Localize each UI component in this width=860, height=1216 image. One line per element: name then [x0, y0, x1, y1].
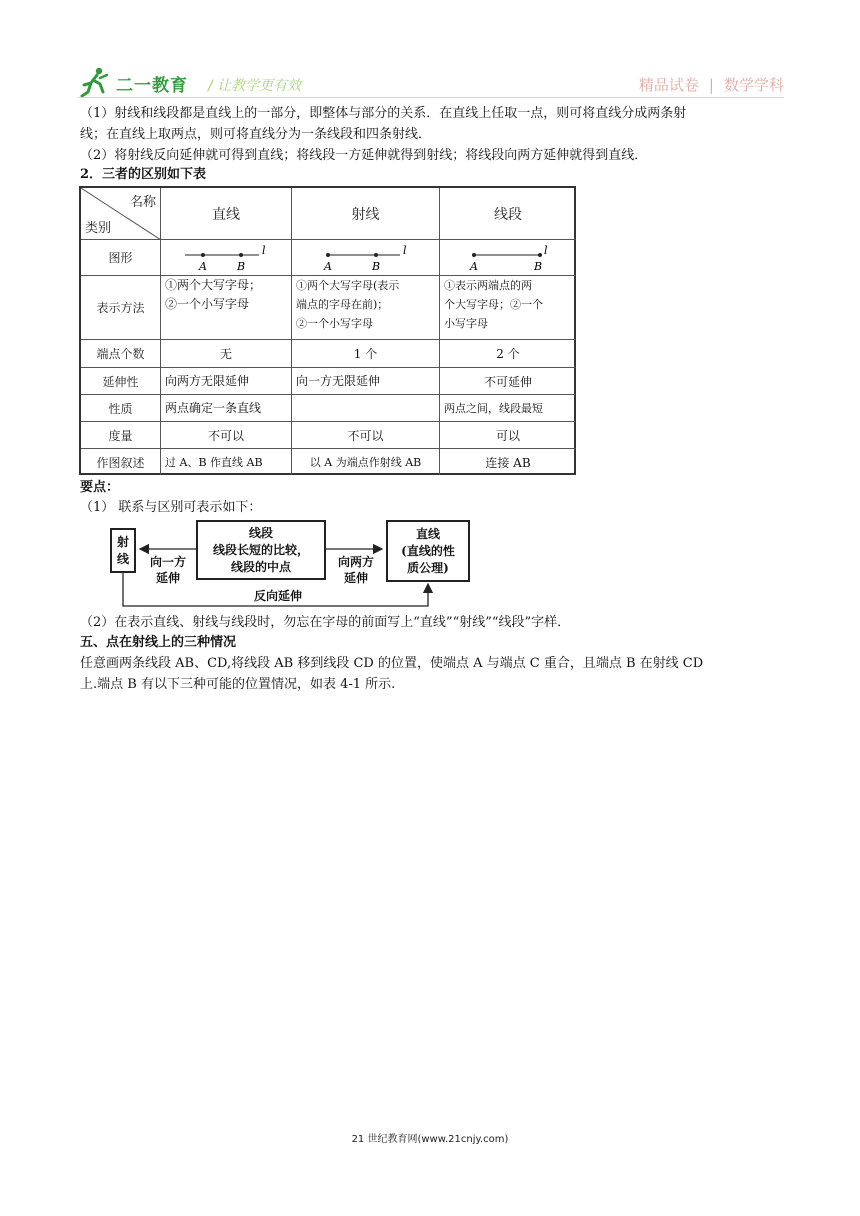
right-arrow-label: [328, 554, 384, 586]
endpoints-ray: 1 个: [292, 340, 440, 368]
row-label-extension: 延伸性: [81, 368, 161, 395]
corner-bottom-label: 类别: [85, 221, 112, 236]
measure-segment: 可以: [440, 422, 576, 449]
notation-segment-1: ①表示两端点的两: [444, 279, 532, 292]
row-label-construct: 作图叙述: [81, 449, 161, 475]
endpoints-segment: 2 个: [440, 340, 576, 368]
header-divider: [78, 97, 784, 98]
line-box-line-3: 质公理): [407, 560, 449, 575]
col-header-segment: 线段: [440, 188, 576, 240]
label-l: l: [403, 243, 407, 257]
row-label-property: 性质: [81, 395, 161, 422]
label-b: B: [237, 259, 246, 273]
notation-line-2: ②一个小写字母: [165, 297, 250, 311]
row-label-notation: 表示方法: [81, 276, 161, 340]
extension-ray: 向一方无限延伸: [292, 368, 440, 395]
extension-segment: 不可延伸: [440, 368, 576, 395]
bottom-arrow-label: 反向延伸: [253, 589, 302, 603]
property-ray: [292, 395, 440, 422]
col-header-line: 直线: [161, 188, 292, 240]
right-arrow-label-2: 延伸: [343, 571, 368, 585]
extension-line: 向两方无限延伸: [161, 368, 292, 395]
row-label-endpoints: 端点个数: [81, 340, 161, 368]
paragraph-2: （2）将射线反向延伸就可得到直线；将线段一方延伸就得到射线；将线段向两方延伸就得到直线．: [80, 148, 648, 163]
keypoints-heading: 要点：: [80, 480, 120, 495]
paragraph-1b: 线；在直线上取两点，则可将直线分为一条线段和四条射线．: [80, 127, 432, 142]
figure-segment: [440, 240, 576, 276]
runner-logo-icon: [80, 66, 110, 98]
comparison-table: [79, 186, 576, 475]
line-box: [386, 520, 470, 582]
logo-text: 二一教育: [116, 76, 188, 96]
label-b: B: [372, 259, 381, 273]
header-tag-a: 精品试卷: [638, 76, 699, 94]
left-arrow-label-1: 向一方: [149, 555, 186, 569]
notation-segment-3: 小写字母: [444, 317, 488, 330]
label-l: l: [544, 243, 548, 257]
label-a: A: [199, 259, 207, 273]
section-heading-5: 五、点在射线上的三种情况: [80, 635, 237, 650]
label-b: B: [534, 259, 543, 273]
segment-box-line-3: 线段的中点: [230, 559, 291, 574]
paragraph-5a: 任意画两条线段 AB、CD,将线段 AB 移到线段 CD 的位置，使端点 A 与端点 C 重合，且端点 B 在射线 CD: [80, 656, 704, 671]
property-line: 两点确定一条直线: [161, 395, 292, 422]
notation-ray-1: ①两个大写字母(表示: [296, 279, 400, 292]
figure-ray: [292, 240, 440, 276]
segment-box-line-1: 线段: [248, 525, 273, 540]
measure-line: 不可以: [161, 422, 292, 449]
notation-line-1: ①两个大写字母；: [165, 278, 262, 292]
line-figure-icon: [161, 240, 291, 276]
ray-box: 射线: [110, 528, 136, 573]
endpoints-line: 无: [161, 340, 292, 368]
header-tag-b: 数学学科: [723, 76, 784, 94]
notation-segment: [440, 276, 576, 340]
measure-ray: 不可以: [292, 422, 440, 449]
page-footer: 21 世纪教育网(www.21cnjy.com): [351, 1134, 509, 1145]
col-header-ray: 射线: [292, 188, 440, 240]
row-label-figure: 图形: [81, 240, 161, 276]
left-arrow-label: [140, 554, 196, 586]
construct-ray: 以 A 为端点作射线 AB: [292, 449, 440, 475]
notation-line: [161, 276, 292, 340]
header-right: [639, 74, 784, 95]
segment-figure-icon: [440, 240, 576, 276]
header-separator: |: [708, 76, 714, 94]
paragraph-5b: 上.端点 B 有以下三种可能的位置情况，如表 4-1 所示.: [80, 677, 396, 692]
label-l: l: [262, 243, 266, 257]
corner-top-label: 名称: [129, 195, 156, 210]
keypoint-1: （1） 联系与区别可表示如下：: [80, 500, 262, 515]
notation-ray-2: 端点的字母在前)；: [296, 298, 389, 311]
table-corner: [81, 188, 161, 240]
line-box-line-1: 直线: [415, 526, 440, 541]
paragraph-1a: （1）射线和线段都是直线上的一部分，即整体与部分的关系．在直线上任取一点，则可将直线分成两条射: [80, 106, 687, 121]
figure-line: [161, 240, 292, 276]
left-arrow-label-2: 延伸: [155, 571, 180, 585]
section-heading-2: 2．三者的区别如下表: [80, 167, 207, 182]
relationship-diagram: [108, 518, 478, 614]
keypoint-2: （2）在表示直线、射线与线段时，勿忘在字母的前面写上“直线”“射线”“线段”字样．: [80, 615, 571, 630]
property-segment: 两点之间，线段最短: [440, 395, 576, 422]
ray-figure-icon: [292, 240, 439, 276]
label-a: A: [470, 259, 478, 273]
notation-segment-2: 个大写字母；②一个: [444, 298, 543, 311]
slogan: / 让教学更有效: [208, 78, 302, 94]
construct-line: 过 A、B 作直线 AB: [161, 449, 292, 475]
line-box-line-2: (直线的性: [401, 543, 455, 558]
row-label-measure: 度量: [81, 422, 161, 449]
notation-ray-3: ②一个小写字母: [296, 317, 373, 330]
notation-ray: [292, 276, 440, 340]
segment-box: [196, 520, 326, 580]
right-arrow-label-1: 向两方: [337, 555, 374, 569]
segment-box-line-2: 线段长短的比较，: [212, 542, 309, 557]
label-a: A: [324, 259, 332, 273]
construct-segment: 连接 AB: [485, 455, 531, 470]
